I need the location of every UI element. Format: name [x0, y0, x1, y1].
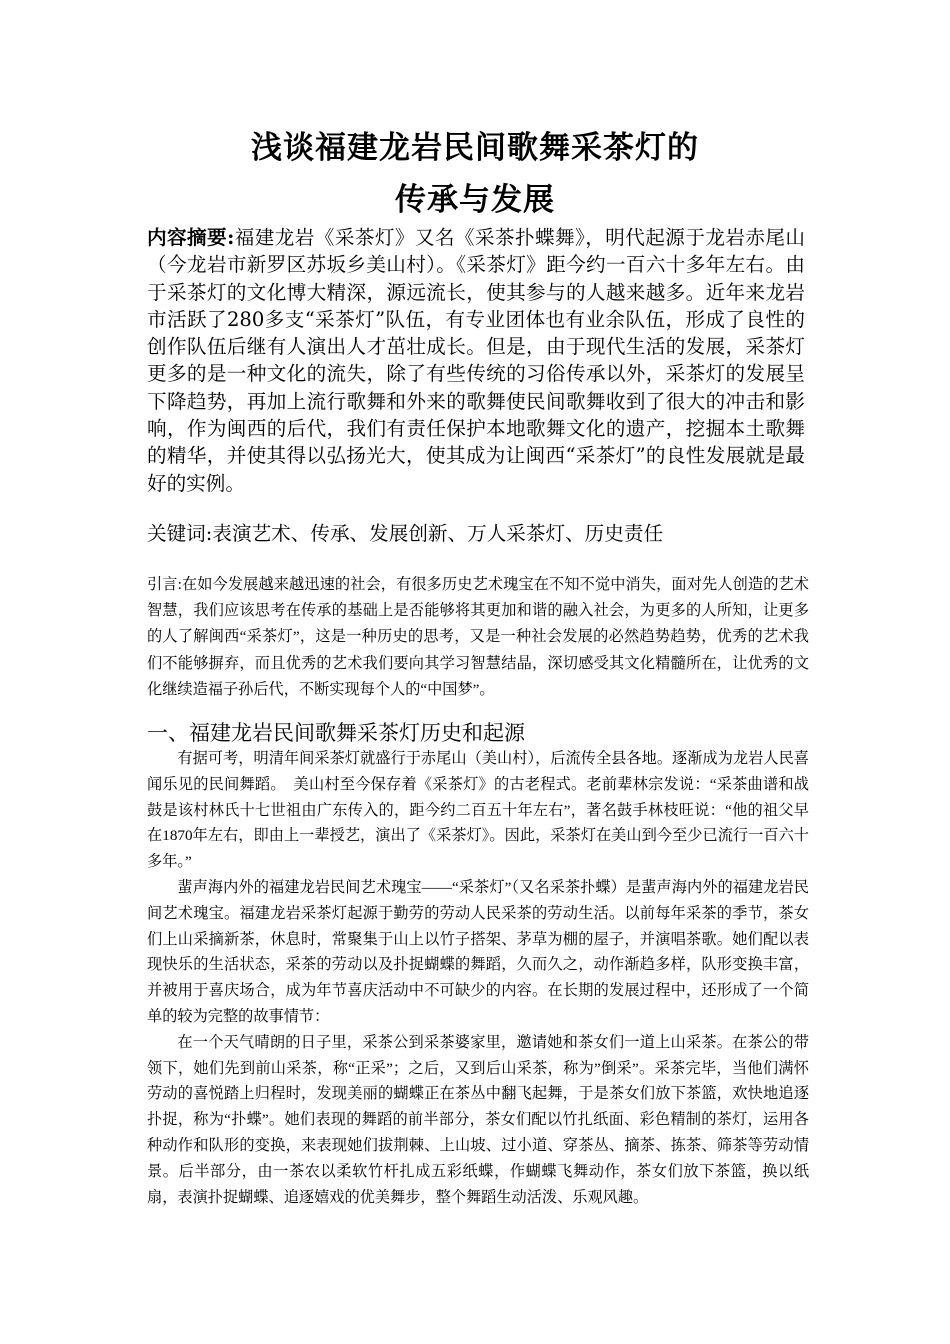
abstract-text: 福建龙岩《采茶灯》又名《采茶扑蝶舞》，明代起源于龙岩赤尾山（今龙岩市新罗区苏坂乡美山村）。《采茶灯》距今约一百六十多年左右。由于采茶灯的文化博大精深，源远流长，使其参与的人越来越多。近年来龙岩市活跃了280多支“采茶灯”队伍，有专业团体也有业余队伍，形成了良性的创作队伍后继有人演出人才茁壮成长。但是，由于现代生活的发展，采茶灯更多的是一种文化的流失，除了有些传统的习俗传承以外，采茶灯的发展呈下降趋势，再加上流行歌舞和外来的歌舞使民间歌舞收到了很大的冲击和影响，作为闽西的后代，我们有责任保护本地歌舞文化的遗产，挖掘本土歌舞的精华，并使其得以弘扬光大，使其成为让闽西“采茶灯”的良性发展就是最好的实例。: [147, 226, 806, 495]
title-line-2: 传承与发展: [395, 182, 555, 218]
section-body: [147, 746, 809, 1210]
abstract: [147, 224, 805, 497]
section-heading: 一、福建龙岩民间歌舞采茶灯历史和起源: [147, 721, 525, 745]
body-paragraph-1: 有据可考，明清年间采茶灯就盛行于赤尾山（美山村），后流传全县各地。逐渐成为龙岩人民喜闻乐见的民间舞蹈。 美山村至今保存着《采茶灯》的古老程式。老前辈林宗发说：“采茶曲谱和战鼓是该村林氏十七世祖由广东传入的，距今约二百五十年左右”，著名鼓手林枝旺说：“他的祖父早在1870年左右，即由上一辈授艺，演出了《采茶灯》。因此，采茶灯在美山到今至少已流行一百六十多年。”: [147, 750, 809, 871]
keywords: 关键词:表演艺术、传承、发展创新、万人采茶灯、历史责任: [147, 522, 664, 545]
abstract-label: 内容摘要:: [147, 226, 235, 249]
title-line-1: 浅谈福建龙岩民间歌舞采茶灯的: [251, 130, 699, 166]
body-paragraph-2: 蜚声海内外的福建龙岩民间艺术瑰宝——“采茶灯”（又名采茶扑蝶）是蜚声海内外的福建龙岩民间艺术瑰宝。福建龙岩采茶灯起源于勤劳的劳动人民采茶的劳动生活。以前每年采茶的季节，茶女们上山采摘新茶，休息时，常聚集于山上以竹子搭架、茅草为棚的屋子，并演唱茶歌。她们配以表现快乐的生活状态，采茶的劳动以及扑捉蝴蝶的舞蹈，久而久之，动作渐趋多样，队形变换丰富，并被用于喜庆场合，成为年节喜庆活动中不可缺少的内容。在长期的发展过程中，还形成了一个简单的较为完整的故事情节：: [147, 878, 809, 1025]
intro-paragraph: 引言:在如今发展越来越迅速的社会，有很多历史艺术瑰宝在不知不觉中消失，面对先人创造的艺术智慧，我们应该思考在传承的基础上是否能够将其更加和谐的融入社会，为更多的人所知，让更多的人了解闽西“采茶灯”，这是一种历史的思考，又是一种社会发展的必然趋势趋势，优秀的艺术我们不能够摒弃，而且优秀的艺术我们要向其学习智慧结晶，深切感受其文化精髓所在，让优秀的文化继续造福子孙后代，不断实现每个人的“中国梦”。: [147, 576, 809, 698]
body-paragraph-3: 在一个天气晴朗的日子里，采茶公到采茶婆家里，邀请她和茶女们一道上山采茶。在茶公的带领下，她们先到前山采茶，称“正采”；之后，又到后山采茶，称为”倒采”。采茶完毕，当他们满怀劳动的喜悦踏上归程时，发现美丽的蝴蝶正在茶丛中翻飞起舞，于是茶女们放下茶篮，欢快地追逐扑捉，称为“扑蝶”。她们表现的舞蹈的前半部分，茶女们配以竹扎纸面、彩色精制的茶灯，运用各种动作和队形的变换，来表现她们拔荆棘、上山坡、过小道、穿茶丛、摘茶、拣茶、筛茶等劳动情景。后半部分，由一茶农以柔软竹杆扎成五彩纸蝶，作蝴蝶飞舞动作，茶女们放下茶篮，换以纸扇，表演扑捉蝴蝶、追逐嬉戏的优美舞步，整个舞蹈生动活泼、乐观风趣。: [147, 1033, 809, 1206]
